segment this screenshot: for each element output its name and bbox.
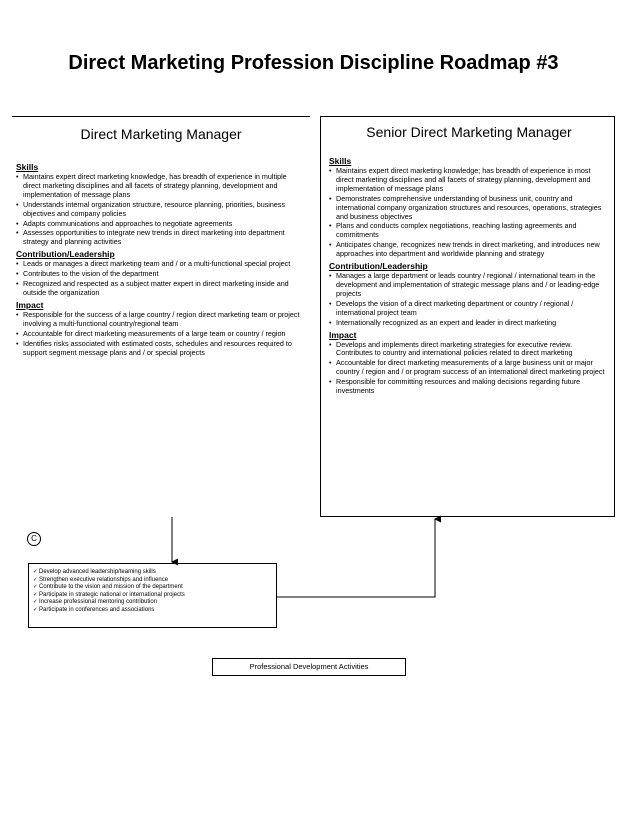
list-item: • Responsible for the success of a large country / region direct marketing team or project involving a multi-functional country/regional team	[16, 311, 306, 329]
list-item: • Manages a large department or leads country / regional / international team in the development and implementation of strategic message plans and / or leading-edge projects	[329, 272, 609, 299]
development-activities-box	[28, 563, 277, 628]
list-item: • Recognized and respected as a subject matter expert in direct marketing inside and outside the organization	[16, 280, 306, 298]
left-impact-heading: Impact	[16, 299, 44, 310]
list-item: • Responsible for committing resources and making decisions regarding future investments	[329, 378, 609, 396]
left-skills-heading: Skills	[16, 162, 39, 172]
list-item: • Identifies risks associated with estimated costs, schedules and resources required to support segment message plans and / or special projects	[16, 340, 306, 358]
list-item: • Maintains expert direct marketing knowledge; has breadth of experience in most direct marketing disciplines and all facets of strategy planning, development and implementation of message plans	[329, 167, 609, 194]
list-item: ✓ Participate in strategic national or international projects	[33, 592, 270, 600]
list-item: • Demonstrates comprehensive understanding of business unit, country and international company organization structures and resources, operations, strategies and business objectives	[329, 195, 609, 222]
list-item: ✓ Contribute to the vision and mission of the department	[33, 584, 270, 592]
list-item: • Accountable for direct marketing measurements of a large business unit or major country / region and / or program success of an international direct marketing project	[329, 359, 609, 377]
list-item: • Develops the vision of a direct marketing department or country / regional / international project team	[329, 300, 609, 318]
list-item: ✓ Strengthen executive relationships and influence	[33, 577, 270, 585]
legend-box: Professional Development Activities	[212, 658, 406, 676]
right-role-title: Senior Direct Marketing Manager	[366, 124, 572, 140]
list-item: ✓ Participate in conferences and associations	[33, 607, 270, 615]
list-item: ✓ Increase professional mentoring contribution	[33, 599, 270, 607]
list-item: • Develops and implements direct marketing strategies for executive review. Contributes to country and international policies related to direct marketing	[329, 341, 609, 359]
list-item: • Anticipates change, recognizes new trends in direct marketing, and introduces new approaches into department and worldwide planning and strategy	[329, 241, 609, 259]
list-item: • Leads or manages a direct marketing team and / or a multi-functional special project	[16, 260, 306, 269]
right-contribution-heading: Contribution/Leadership	[329, 261, 428, 272]
list-item: • Adapts communications and approaches to negotiate agreements	[16, 220, 306, 229]
right-skills-heading: Skills	[329, 156, 352, 166]
right-impact-heading: Impact	[329, 329, 357, 340]
list-item: • Internationally recognized as an expert and leader in direct marketing	[329, 319, 609, 328]
copyright-icon: C	[27, 532, 41, 546]
left-role-title: Direct Marketing Manager	[80, 126, 242, 142]
page-title: Direct Marketing Profession Discipline Roadmap #3	[68, 52, 559, 74]
development-list	[33, 569, 270, 614]
list-item: • Assesses opportunities to integrate new trends in direct marketing into department strategy and planning activities	[16, 229, 306, 247]
list-item: • Contributes to the vision of the department	[16, 270, 306, 279]
left-contribution-heading: Contribution/Leadership	[16, 249, 115, 260]
list-item: • Understands internal organization structure, resource planning, priorities, business objectives and company policies	[16, 201, 306, 219]
list-item: ✓ Develop advanced leadership/teaming skills	[33, 569, 270, 577]
list-item: • Maintains expert direct marketing knowledge, has breadth of experience in multiple direct marketing disciplines and all facets of strategy planning, development and implementation of message plans	[16, 173, 306, 200]
up-arrow	[277, 519, 435, 597]
list-item: • Accountable for direct marketing measurements of a large team or country / region	[16, 330, 306, 339]
list-item: • Plans and conducts complex negotiations, reaching lasting agreements and commitments	[329, 222, 609, 240]
